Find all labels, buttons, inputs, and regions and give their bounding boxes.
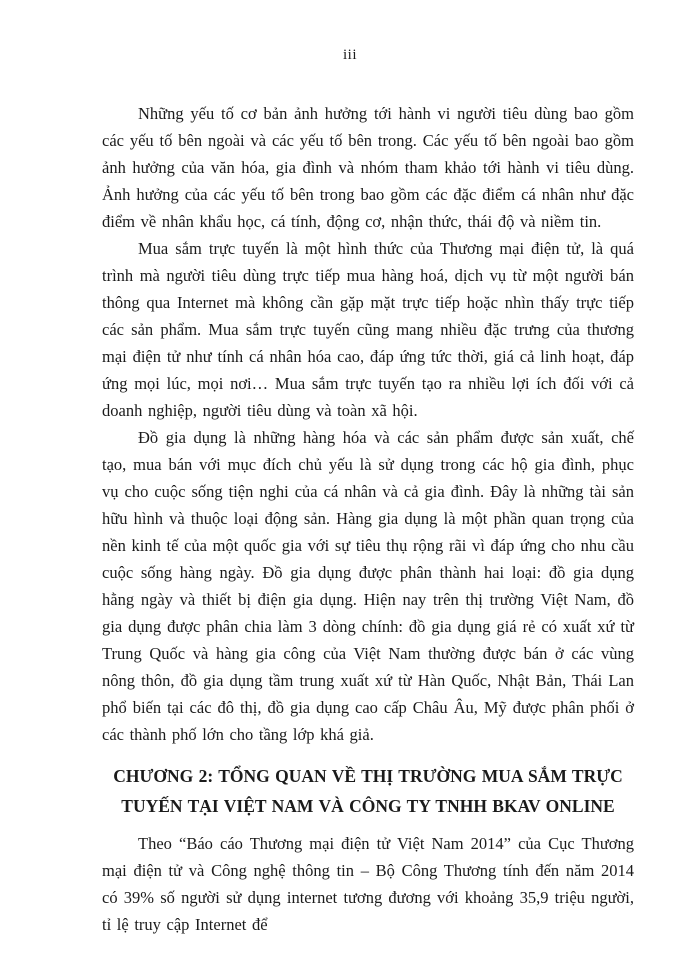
page-content: [102, 100, 634, 938]
body-paragraph: Những yếu tố cơ bản ảnh hưởng tới hành vi người tiêu dùng bao gồm các yếu tố bên ngoài và các yếu tố bên trong. Các yếu tố bên ngoài bao gồm ảnh hưởng của văn hóa, gia đình và nhóm tham khảo tới hành vi tiêu dùng. Ảnh hưởng của các yếu tố bên trong bao gồm các đặc điểm cá nhân như đặc điểm về nhân khẩu học, cá tính, động cơ, nhận thức, thái độ và niềm tin.: [102, 104, 634, 231]
chapter-heading-line-2: TUYẾN TẠI VIỆT NAM VÀ CÔNG TY TNHH BKAV ONLINE: [121, 796, 615, 816]
chapter-heading-line-1: CHƯƠNG 2: TỔNG QUAN VỀ THỊ TRƯỜNG MUA SẮM TRỰC: [113, 766, 623, 786]
body-paragraph: Theo “Báo cáo Thương mại điện tử Việt Nam 2014” của Cục Thương mại điện tử và Công nghệ thông tin – Bộ Công Thương tính đến năm 2014 có 39% số người sử dụng internet tương đương với khoảng 35,9 triệu người, tỉ lệ truy cập Internet để: [102, 834, 634, 934]
body-paragraph: Mua sắm trực tuyến là một hình thức của Thương mại điện tử, là quá trình mà người tiêu dùng trực tiếp mua hàng hoá, dịch vụ từ một người bán thông qua Internet mà không cần gặp mặt trực tiếp hoặc nhìn thấy trực tiếp các sản phẩm. Mua sắm trực tuyến cũng mang nhiều đặc trưng của thương mại điện tử như tính cá nhân hóa cao, đáp ứng tức thời, giá cả linh hoạt, đáp ứng mọi lúc, mọi nơi… Mua sắm trực tuyến tạo ra nhiều lợi ích đối với cả doanh nghiệp, người tiêu dùng và toàn xã hội.: [102, 239, 634, 420]
chapter-heading: [102, 761, 634, 821]
page-number: iii: [342, 47, 357, 63]
body-paragraph: Đồ gia dụng là những hàng hóa và các sản phẩm được sản xuất, chế tạo, mua bán với mục đích chủ yếu là sử dụng trong các hộ gia đình, phục vụ cho cuộc sống tiện nghi của cá nhân và cả gia đình. Đây là những tài sản hữu hình và thuộc loại động sản. Hàng gia dụng là một phần quan trọng của nền kinh tế của một quốc gia với sự tiêu thụ rộng rãi vì đáp ứng cho nhu cầu cuộc sống hàng ngày. Đồ gia dụng được phân thành hai loại: đồ gia dụng hằng ngày và thiết bị điện gia dụng. Hiện nay trên thị trường Việt Nam, đồ gia dụng được phân chia làm 3 dòng chính: đồ gia dụng giá rẻ có xuất xứ từ Trung Quốc và hàng gia công của Việt Nam thường được bán ở các vùng nông thôn, đồ gia dụng tầm trung xuất xứ từ Hàn Quốc, Nhật Bản, Thái Lan phổ biến tại các đô thị, đồ gia dụng cao cấp Châu Âu, Mỹ được phân phối ở các thành phố lớn cho tầng lớp khá giả.: [102, 428, 634, 744]
